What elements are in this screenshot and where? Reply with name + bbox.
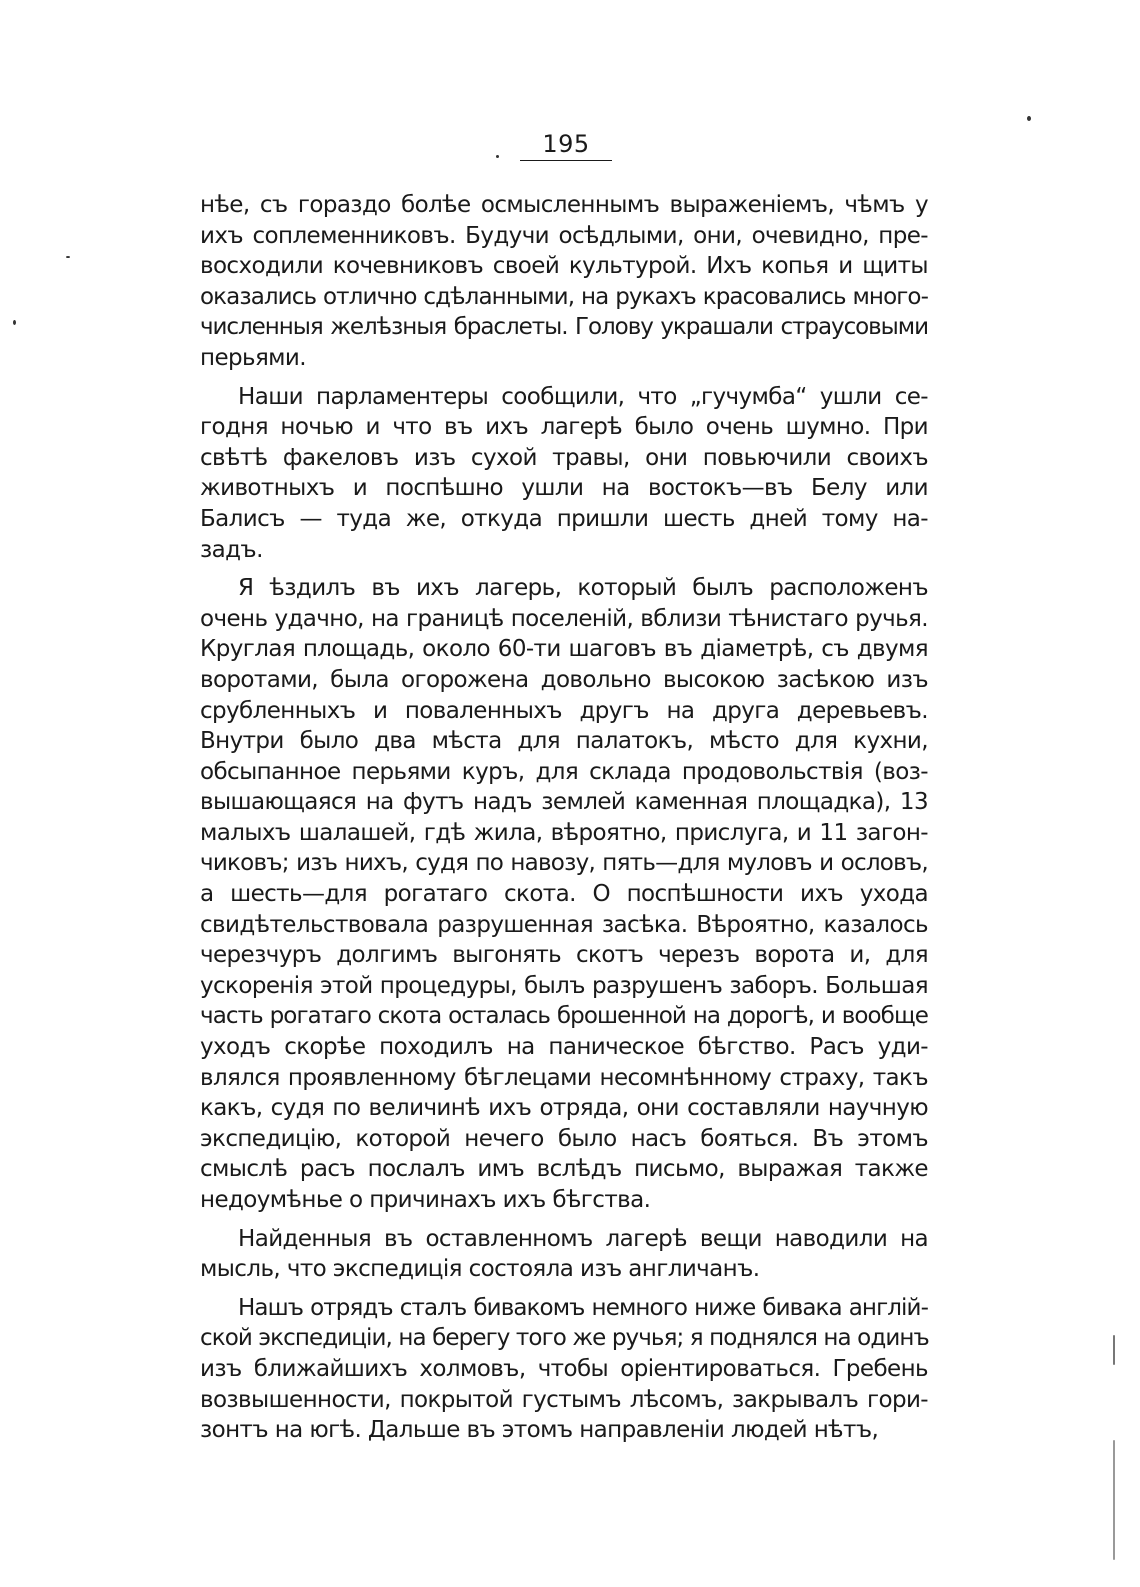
text-line: вышающаяся на футъ надъ землей каменная площадка), 13 bbox=[200, 789, 928, 816]
text-line: ускоренія этой процедуры, былъ разрушенъ заборъ. Большая bbox=[200, 972, 928, 999]
text-line: свѣтѣ факеловъ изъ сухой травы, они повьючили своихъ bbox=[200, 444, 928, 471]
text-line: чиковъ; изъ нихъ, судя по навозу, пять—для муловъ и ословъ, bbox=[200, 850, 928, 877]
text-line: уходъ скорѣе походилъ на паническое бѣгство. Расъ уди- bbox=[200, 1034, 928, 1061]
scan-speck bbox=[66, 256, 70, 258]
scan-speck bbox=[1113, 1440, 1115, 1560]
scan-speck bbox=[496, 155, 499, 158]
text-line: Круглая площадь, около 60-ти шаговъ въ діаметрѣ, съ двумя bbox=[200, 636, 928, 663]
page-number-rule bbox=[520, 160, 612, 161]
text-line: экспедицію, которой нечего было насъ бояться. Въ этомъ bbox=[200, 1125, 928, 1152]
text-line: Внутри было два мѣста для палатокъ, мѣсто для кухни, bbox=[200, 728, 928, 755]
scan-speck bbox=[1113, 1335, 1115, 1365]
text-line: малыхъ шалашей, гдѣ жила, вѣроятно, прислуга, и 11 загон- bbox=[200, 819, 928, 846]
text-line: оказались отлично сдѣланными, на рукахъ красовались много- bbox=[200, 283, 928, 310]
text-line: зонтъ на югѣ. Дальше въ этомъ направленіи людей нѣтъ, bbox=[200, 1417, 879, 1444]
text-line: очень удачно, на границѣ поселеній, вблизи тѣнистаго ручья. bbox=[200, 605, 928, 632]
text-line: срубленныхъ и поваленныхъ другъ на друга деревьевъ. bbox=[200, 697, 928, 724]
text-line: Найденныя въ оставленномъ лагерѣ вещи наводили на bbox=[238, 1225, 928, 1252]
paragraph bbox=[200, 573, 928, 1215]
text-line: возвышенности, покрытой густымъ лѣсомъ, закрывалъ гори- bbox=[200, 1386, 928, 1413]
text-line: влялся проявленному бѣглецами несомнѣнному страху, такъ bbox=[200, 1064, 928, 1091]
paragraph bbox=[200, 1224, 928, 1285]
text-line: перьями. bbox=[200, 344, 306, 371]
text-line: годня ночью и что въ ихъ лагерѣ было очень шумно. При bbox=[200, 414, 928, 441]
text-line: нѣе, съ гораздо болѣе осмысленнымъ выраженіемъ, чѣмъ у bbox=[200, 192, 928, 218]
paragraph bbox=[200, 190, 928, 374]
text-line: Я ѣздилъ въ ихъ лагерь, который былъ расположенъ bbox=[238, 575, 928, 602]
scan-speck bbox=[1027, 116, 1031, 121]
text-line: недоумѣнье о причинахъ ихъ бѣгства. bbox=[200, 1187, 651, 1213]
text-line: смыслѣ расъ послалъ имъ вслѣдъ письмо, выражая также bbox=[200, 1156, 928, 1183]
text-line: обсыпанное перьями куръ, для склада продовольствія (воз- bbox=[200, 758, 928, 785]
text-line: Наши парламентеры сообщили, что „гучумба“ ушли се- bbox=[238, 383, 928, 410]
text-line: черезчуръ долгимъ выгонять скотъ черезъ ворота и, для bbox=[200, 942, 928, 969]
text-line: часть рогатаго скота осталась брошенной на дорогѣ, и вообще bbox=[200, 1003, 928, 1030]
text-line: Нашъ отрядъ сталъ бивакомъ немного ниже бивака англій- bbox=[238, 1294, 928, 1321]
text-line: задъ. bbox=[200, 536, 263, 563]
text-line: изъ ближайшихъ холмовъ, чтобы оріентироваться. Гребень bbox=[200, 1355, 928, 1382]
text-line: мысль, что экспедиція состояла изъ англичанъ. bbox=[200, 1256, 760, 1283]
scan-speck bbox=[13, 320, 16, 325]
text-line: ской экспедиціи, на берегу того же ручья; я поднялся на одинъ bbox=[200, 1325, 929, 1352]
page-number: 195 bbox=[542, 130, 590, 158]
text-line: восходили кочевниковъ своей культурой. Ихъ копья и щиты bbox=[200, 253, 928, 280]
text-line: а шесть—для рогатаго скота. О поспѣшности ихъ ухода bbox=[200, 881, 928, 908]
text-line: Балисъ — туда же, откуда пришли шесть дней тому на- bbox=[200, 505, 928, 532]
text-line: ихъ соплеменниковъ. Будучи осѣдлыми, они, очевидно, пре- bbox=[200, 222, 928, 249]
text-line: воротами, была огорожена довольно высокою засѣкою изъ bbox=[200, 666, 928, 693]
text-line: численныя желѣзныя браслеты. Голову украшали страусовыми bbox=[200, 314, 928, 341]
text-line: какъ, судя по величинѣ ихъ отряда, они составляли научную bbox=[200, 1095, 928, 1122]
text-line: свидѣтельствовала разрушенная засѣка. Вѣроятно, казалось bbox=[200, 911, 928, 938]
paragraph bbox=[200, 382, 928, 566]
body-text bbox=[200, 190, 928, 1454]
text-line: животныхъ и поспѣшно ушли на востокъ—въ Белу или bbox=[200, 475, 928, 502]
paragraph bbox=[200, 1293, 928, 1446]
